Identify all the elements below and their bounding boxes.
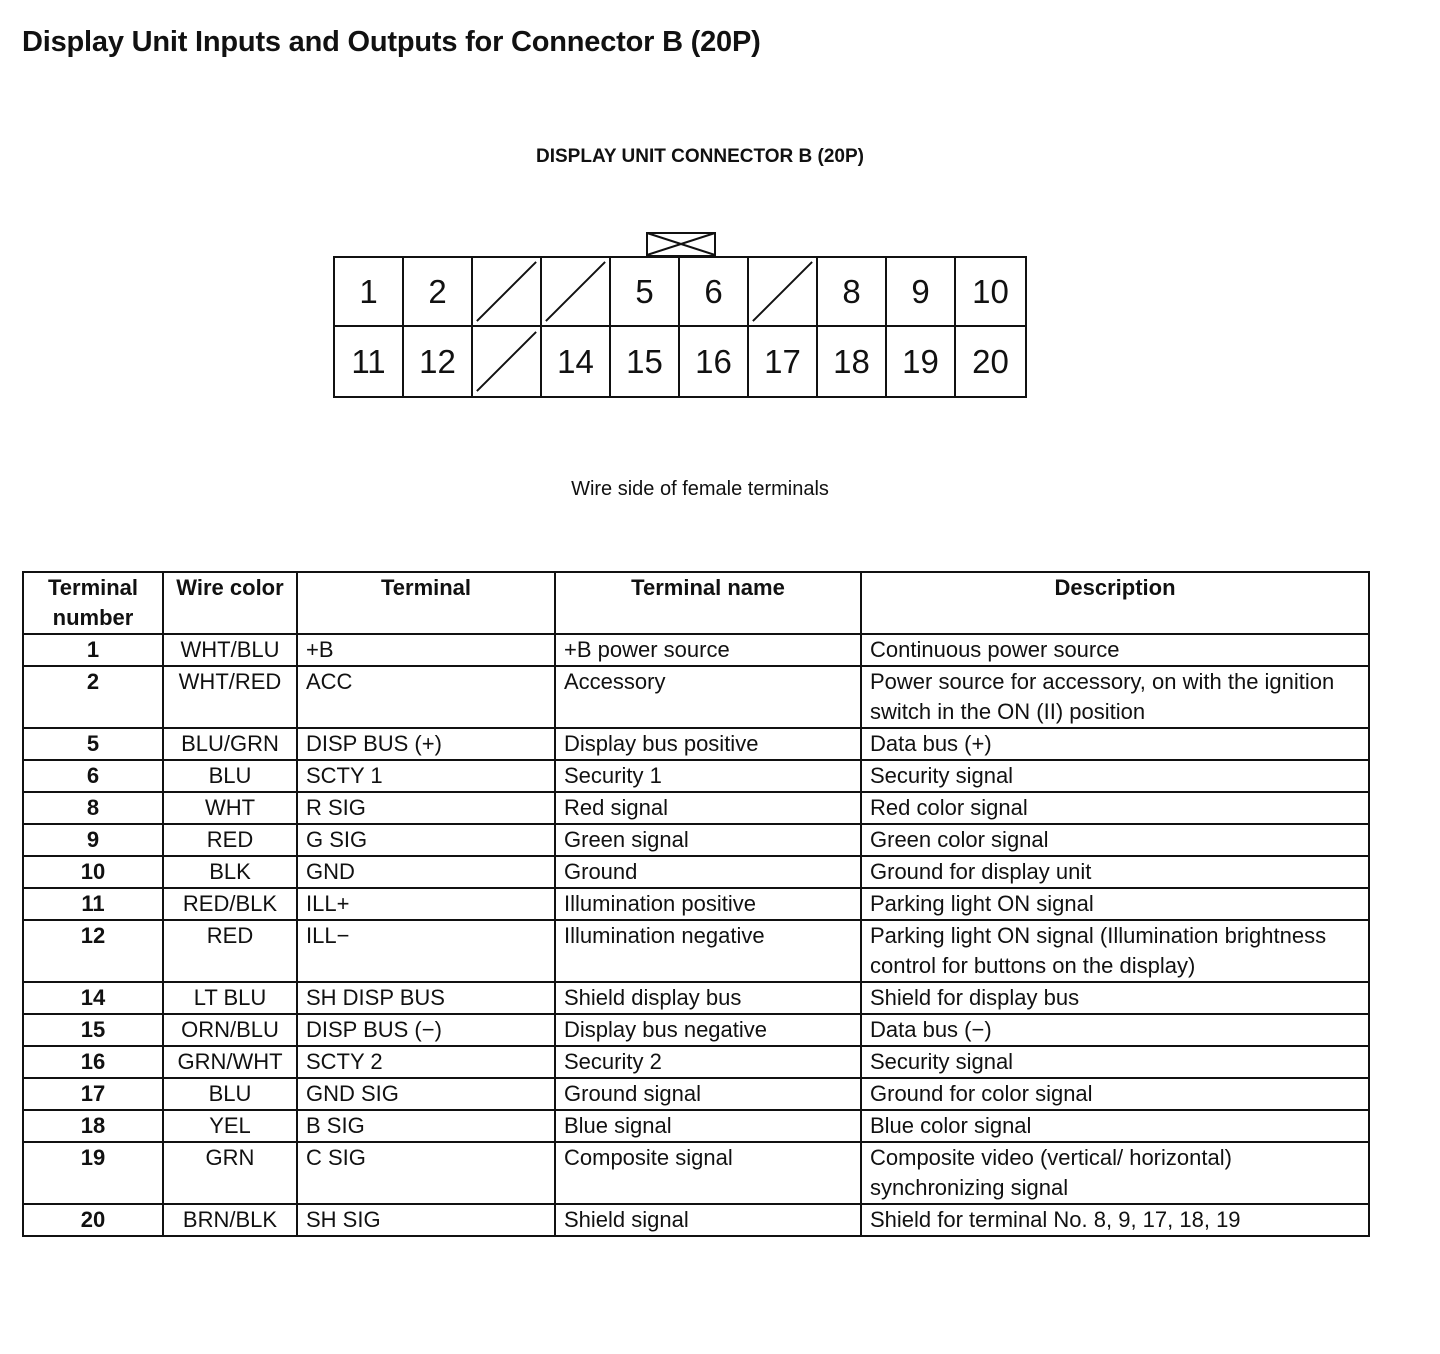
cell-terminal-name: Display bus negative <box>555 1014 861 1046</box>
cell-wire-color: YEL <box>163 1110 297 1142</box>
cell-wire-color: WHT/BLU <box>163 634 297 666</box>
cell-terminal-number: 17 <box>23 1078 163 1110</box>
connector-pin-empty <box>542 258 611 327</box>
cell-terminal-name: Accessory <box>555 666 861 728</box>
connector-pin: 16 <box>680 327 749 396</box>
connector-caption: Wire side of female terminals <box>571 478 829 500</box>
connector-pin: 8 <box>818 258 887 327</box>
cell-terminal-name: Red signal <box>555 792 861 824</box>
table-row <box>23 760 1369 792</box>
cell-description: Data bus (−) <box>861 1014 1369 1046</box>
cell-wire-color: BLU <box>163 760 297 792</box>
table-row <box>23 728 1369 760</box>
cell-terminal-name: Blue signal <box>555 1110 861 1142</box>
cell-terminal-number: 6 <box>23 760 163 792</box>
table-row <box>23 982 1369 1014</box>
cell-terminal-number: 16 <box>23 1046 163 1078</box>
terminal-table <box>22 571 1370 1237</box>
table-row <box>23 824 1369 856</box>
table-row <box>23 792 1369 824</box>
table-row <box>23 1204 1369 1236</box>
header-description: Description <box>861 572 1369 634</box>
empty-cavity-slash <box>473 258 540 325</box>
empty-cavity-slash <box>749 258 816 325</box>
cell-terminal: DISP BUS (−) <box>297 1014 555 1046</box>
cell-terminal-number: 12 <box>23 920 163 982</box>
cell-wire-color: RED/BLK <box>163 888 297 920</box>
cell-wire-color: BLU/GRN <box>163 728 297 760</box>
cell-description: Ground for display unit <box>861 856 1369 888</box>
cell-terminal: ILL+ <box>297 888 555 920</box>
table-row <box>23 1046 1369 1078</box>
table-row <box>23 856 1369 888</box>
connector-diagram <box>333 232 1028 396</box>
connector-pin: 11 <box>335 327 404 396</box>
cell-terminal-number: 18 <box>23 1110 163 1142</box>
connector-title: DISPLAY UNIT CONNECTOR B (20P) <box>536 146 864 167</box>
connector-pin: 17 <box>749 327 818 396</box>
connector-pin: 1 <box>335 258 404 327</box>
cell-terminal-name: Security 2 <box>555 1046 861 1078</box>
connector-pin: 9 <box>887 258 956 327</box>
connector-pin: 2 <box>404 258 473 327</box>
cell-terminal-number: 5 <box>23 728 163 760</box>
cell-wire-color: BLK <box>163 856 297 888</box>
cell-terminal: G SIG <box>297 824 555 856</box>
cell-description: Parking light ON signal (Illumination brightness control for buttons on the display) <box>861 920 1369 982</box>
cell-description: Blue color signal <box>861 1110 1369 1142</box>
cell-terminal-number: 1 <box>23 634 163 666</box>
cell-wire-color: RED <box>163 920 297 982</box>
header-wire-color: Wire color <box>163 572 297 634</box>
empty-cavity-slash <box>542 258 609 325</box>
page-title: Display Unit Inputs and Outputs for Connector B (20P) <box>22 26 761 58</box>
connector-pin: 5 <box>611 258 680 327</box>
cell-description: Shield for terminal No. 8, 9, 17, 18, 19 <box>861 1204 1369 1236</box>
cell-terminal-name: Shield signal <box>555 1204 861 1236</box>
cell-wire-color: ORN/BLU <box>163 1014 297 1046</box>
cell-terminal: R SIG <box>297 792 555 824</box>
cell-description: Continuous power source <box>861 634 1369 666</box>
cell-terminal-name: Composite signal <box>555 1142 861 1204</box>
header-terminal-number: Terminal number <box>23 572 163 634</box>
cell-terminal: C SIG <box>297 1142 555 1204</box>
cell-description: Parking light ON signal <box>861 888 1369 920</box>
cell-wire-color: GRN <box>163 1142 297 1204</box>
cell-terminal-name: Display bus positive <box>555 728 861 760</box>
cell-wire-color: RED <box>163 824 297 856</box>
cell-wire-color: WHT/RED <box>163 666 297 728</box>
table-row <box>23 920 1369 982</box>
connector-pin: 19 <box>887 327 956 396</box>
cell-description: Data bus (+) <box>861 728 1369 760</box>
table-body <box>23 634 1369 1236</box>
cell-description: Green color signal <box>861 824 1369 856</box>
cell-description: Shield for display bus <box>861 982 1369 1014</box>
connector-pin: 18 <box>818 327 887 396</box>
header-terminal-name: Terminal name <box>555 572 861 634</box>
table-row <box>23 666 1369 728</box>
cell-terminal: SCTY 1 <box>297 760 555 792</box>
cell-terminal: SH SIG <box>297 1204 555 1236</box>
connector-pin-grid <box>333 256 1027 398</box>
table-row <box>23 634 1369 666</box>
cell-description: Security signal <box>861 760 1369 792</box>
cell-terminal: SCTY 2 <box>297 1046 555 1078</box>
cell-terminal-number: 2 <box>23 666 163 728</box>
cell-terminal-name: Shield display bus <box>555 982 861 1014</box>
cell-wire-color: BRN/BLK <box>163 1204 297 1236</box>
cell-terminal-name: Ground signal <box>555 1078 861 1110</box>
cell-description: Ground for color signal <box>861 1078 1369 1110</box>
cell-description: Red color signal <box>861 792 1369 824</box>
cell-terminal: DISP BUS (+) <box>297 728 555 760</box>
connector-lock-tab <box>646 232 716 256</box>
cell-terminal-name: Green signal <box>555 824 861 856</box>
table-row <box>23 888 1369 920</box>
cell-terminal-number: 19 <box>23 1142 163 1204</box>
table-row <box>23 1142 1369 1204</box>
cell-terminal-name: Illumination positive <box>555 888 861 920</box>
cell-terminal: GND <box>297 856 555 888</box>
cell-description: Security signal <box>861 1046 1369 1078</box>
table-row <box>23 1078 1369 1110</box>
cell-wire-color: WHT <box>163 792 297 824</box>
cell-terminal: ACC <box>297 666 555 728</box>
header-terminal: Terminal <box>297 572 555 634</box>
cell-terminal: B SIG <box>297 1110 555 1142</box>
cell-description: Power source for accessory, on with the ignition switch in the ON (II) position <box>861 666 1369 728</box>
connector-pin: 6 <box>680 258 749 327</box>
connector-pin: 10 <box>956 258 1025 327</box>
connector-pin-empty <box>473 327 542 396</box>
cell-terminal-name: Illumination negative <box>555 920 861 982</box>
cell-terminal-number: 11 <box>23 888 163 920</box>
cell-terminal-name: Ground <box>555 856 861 888</box>
table-row <box>23 1110 1369 1142</box>
connector-pin-empty <box>749 258 818 327</box>
cell-terminal-name: Security 1 <box>555 760 861 792</box>
cell-terminal: +B <box>297 634 555 666</box>
cell-terminal-number: 14 <box>23 982 163 1014</box>
empty-cavity-slash <box>473 327 540 396</box>
connector-pin: 15 <box>611 327 680 396</box>
cell-terminal-number: 15 <box>23 1014 163 1046</box>
cell-wire-color: GRN/WHT <box>163 1046 297 1078</box>
connector-pin-empty <box>473 258 542 327</box>
cell-wire-color: BLU <box>163 1078 297 1110</box>
connector-pin: 20 <box>972 342 1009 380</box>
connector-pin: 12 <box>404 327 473 396</box>
table-row <box>23 1014 1369 1046</box>
connector-pin: 14 <box>542 327 611 396</box>
cell-terminal-name: +B power source <box>555 634 861 666</box>
cell-description: Composite video (vertical/ horizontal) synchronizing signal <box>861 1142 1369 1204</box>
cell-terminal-number: 20 <box>23 1204 163 1236</box>
cell-terminal-number: 10 <box>23 856 163 888</box>
cell-terminal: ILL− <box>297 920 555 982</box>
cell-terminal-number: 9 <box>23 824 163 856</box>
cell-wire-color: LT BLU <box>163 982 297 1014</box>
cell-terminal: SH DISP BUS <box>297 982 555 1014</box>
table-header-row <box>23 572 1369 634</box>
cell-terminal-number: 8 <box>23 792 163 824</box>
cell-terminal: GND SIG <box>297 1078 555 1110</box>
